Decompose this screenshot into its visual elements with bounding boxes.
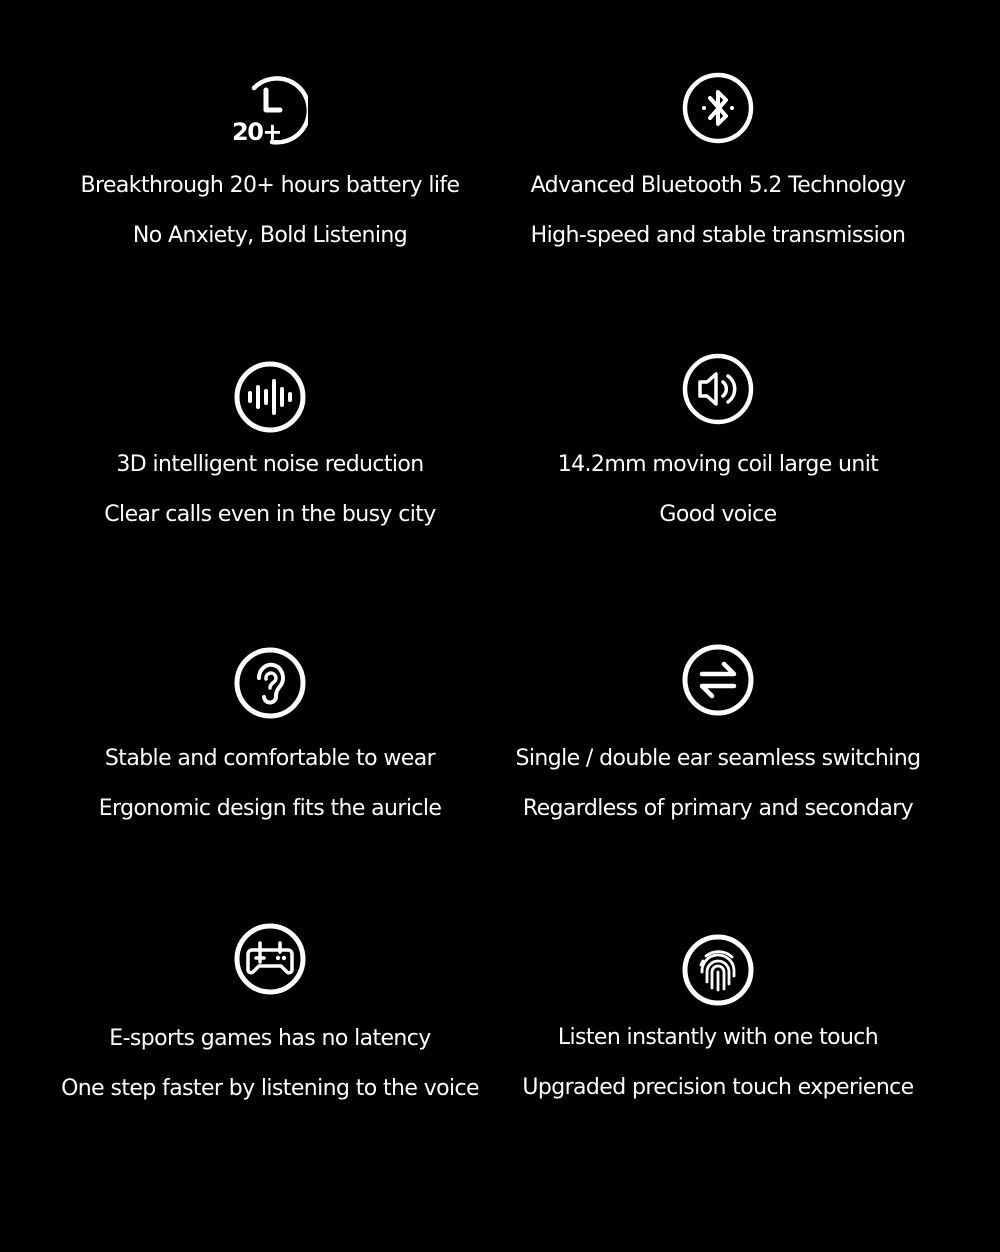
switch-arrows-icon: [680, 644, 756, 720]
feature-title: Single / double ear seamless switching: [515, 746, 921, 771]
bluetooth-icon: [680, 72, 756, 148]
feature-subtitle: No Anxiety, Bold Listening: [132, 223, 408, 248]
feature-subtitle: One step faster by listening to the voice: [61, 1076, 479, 1101]
feature-subtitle: Clear calls even in the busy city: [104, 502, 436, 527]
feature-seamless-switching: [478, 644, 958, 894]
feature-subtitle: Good voice: [659, 502, 777, 527]
ear-icon: [232, 645, 308, 721]
sound-wave-icon: [232, 361, 308, 437]
feature-bluetooth: [478, 72, 958, 322]
feature-comfortable-wear: [30, 645, 510, 895]
fingerprint-icon: [680, 932, 756, 1008]
speaker-icon: [680, 351, 756, 427]
feature-battery: [30, 72, 510, 322]
feature-one-touch: [478, 932, 958, 1182]
feature-subtitle: Ergonomic design fits the auricle: [98, 796, 442, 821]
battery-badge-text: 20+: [232, 118, 282, 146]
feature-noise-reduction: [30, 361, 510, 611]
feature-subtitle: Regardless of primary and secondary: [522, 796, 914, 821]
feature-title: Advanced Bluetooth 5.2 Technology: [530, 173, 906, 198]
feature-subtitle: Upgraded precision touch experience: [522, 1075, 914, 1100]
feature-speaker-unit: [478, 351, 958, 601]
feature-title: E-sports games has no latency: [109, 1026, 431, 1051]
feature-title: 14.2mm moving coil large unit: [557, 452, 879, 477]
feature-esports-latency: [30, 923, 510, 1173]
feature-subtitle: High-speed and stable transmission: [530, 223, 906, 248]
feature-title: Breakthrough 20+ hours battery life: [80, 173, 460, 198]
battery-20-plus-hours-icon: [232, 72, 308, 148]
feature-title: Stable and comfortable to wear: [104, 746, 436, 771]
gamepad-icon: [232, 923, 308, 999]
feature-title: Listen instantly with one touch: [557, 1025, 879, 1050]
feature-title: 3D intelligent noise reduction: [116, 452, 424, 477]
